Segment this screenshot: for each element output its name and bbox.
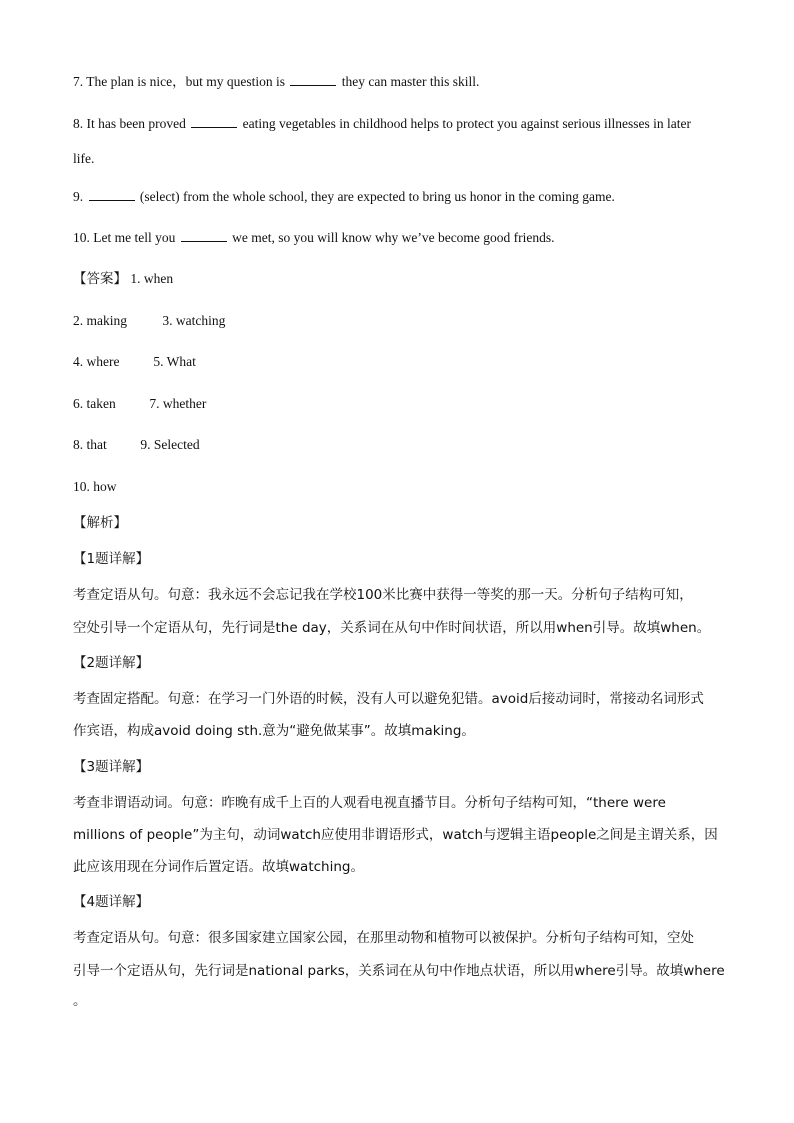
question-text: It has been proved bbox=[86, 116, 186, 131]
question-number: 7. bbox=[73, 74, 84, 89]
question-number: 10. bbox=[73, 230, 90, 245]
answer-item: 1. when bbox=[130, 271, 174, 286]
answers-row-2 bbox=[73, 313, 225, 329]
answer-blank bbox=[181, 229, 227, 242]
detail-4-text: 。 bbox=[73, 993, 87, 1009]
detail-4-title: 【4题详解】 bbox=[73, 894, 150, 910]
answer-blank bbox=[89, 188, 135, 201]
answers-row-4 bbox=[73, 396, 206, 412]
detail-3-text: 此应该用现在分词作后置定语。故填watching。 bbox=[73, 859, 364, 875]
question-8 bbox=[73, 115, 691, 132]
answers-row-5 bbox=[73, 437, 200, 453]
question-7 bbox=[73, 73, 479, 90]
answer-item: 9. Selected bbox=[140, 437, 200, 452]
answer-item: 3. watching bbox=[162, 313, 226, 328]
answer-item: 10. how bbox=[73, 479, 117, 494]
question-number: 8. bbox=[73, 116, 84, 131]
question-9 bbox=[73, 188, 615, 205]
answer-item: 6. taken bbox=[73, 396, 116, 411]
question-text: Let me tell you bbox=[93, 230, 176, 245]
answer-item: 8. that bbox=[73, 437, 107, 452]
detail-3-title: 【3题详解】 bbox=[73, 759, 150, 775]
detail-4-text: 考查定语从句。句意：很多国家建立国家公园，在那里动物和植物可以被保护。分析句子结构可知，空处 bbox=[73, 930, 694, 946]
answer-item: 2. making bbox=[73, 313, 127, 328]
question-text: we met, so you will know why we’ve become good friends. bbox=[232, 230, 555, 245]
question-number: 9. bbox=[73, 189, 84, 204]
answers-row-6 bbox=[73, 479, 117, 495]
answer-blank bbox=[191, 115, 237, 128]
question-8-continuation bbox=[73, 151, 94, 167]
answers-row-1 bbox=[73, 271, 173, 287]
detail-2-text: 考查固定搭配。句意：在学习一门外语的时候，没有人可以避免犯错。avoid后接动词时，常接动名词形式 bbox=[73, 691, 704, 707]
detail-2-text: 作宾语，构成avoid doing sth.意为“避免做某事”。故填making。 bbox=[73, 723, 475, 739]
detail-2-title: 【2题详解】 bbox=[73, 655, 150, 671]
question-text: life. bbox=[73, 151, 95, 166]
detail-3-text: millions of people”为主句，动词watch应使用非谓语形式，watch与逻辑主语people之间是主谓关系，因 bbox=[73, 827, 718, 843]
question-text: eating vegetables in childhood helps to protect you against serious illnesses in later bbox=[242, 116, 691, 131]
answer-item: 7. whether bbox=[149, 396, 207, 411]
detail-4-text: 引导一个定语从句，先行词是national parks，关系词在从句中作地点状语，所以用where引导。故填where bbox=[73, 963, 725, 979]
analysis-heading: 【解析】 bbox=[73, 515, 127, 531]
answer-item: 5. What bbox=[153, 354, 196, 369]
question-10 bbox=[73, 229, 555, 246]
question-text: The plan is nice，but my question is bbox=[86, 74, 285, 89]
detail-1-text: 考查定语从句。句意：我永远不会忘记我在学校100米比赛中获得一等奖的那一天。分析句子结构可知， bbox=[73, 587, 693, 603]
answers-heading: 【答案】 bbox=[73, 271, 127, 287]
detail-1-title: 【1题详解】 bbox=[73, 551, 150, 567]
question-text: they can master this skill. bbox=[341, 74, 480, 89]
answer-item: 4. where bbox=[73, 354, 120, 369]
detail-3-text: 考查非谓语动词。句意：昨晚有成千上百的人观看电视直播节目。分析句子结构可知，“there were bbox=[73, 795, 666, 811]
answers-row-3 bbox=[73, 354, 196, 370]
question-text: (select) from the whole school, they are expected to bring us honor in the coming game. bbox=[139, 189, 615, 204]
detail-1-text: 空处引导一个定语从句，先行词是the day，关系词在从句中作时间状语，所以用when引导。故填when。 bbox=[73, 620, 711, 636]
answer-blank bbox=[290, 73, 336, 86]
